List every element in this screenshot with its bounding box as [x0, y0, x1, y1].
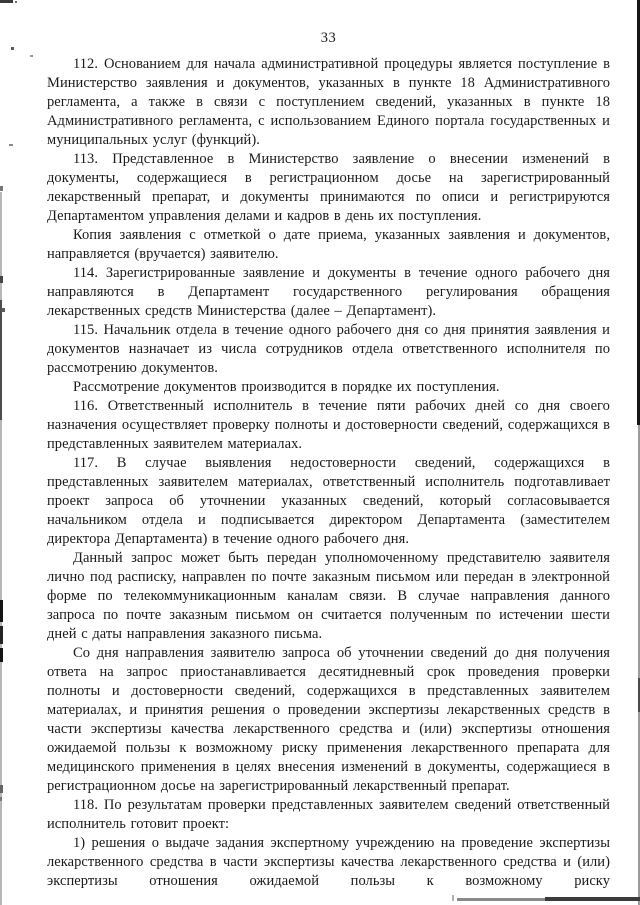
scan-tick-bottom [452, 895, 454, 901]
paragraph-117-suspension: Со дня направления заявителю запроса об уточнении сведений до дня получения ответа на запрос приостанавливается десятидневный срок проведения проверки полноты и достоверности сведений, содержащихся в представленных заявителем материалах, и принятия решения о проведении экспертизы лекарственных средств в части экспертизы качества лекарственного средства и (или) экспертизы отношения ожидаемой пользы к возможному риску применения лекарственного препарата для медицинского применения в целях внесения изменений в документы, содержащиеся в регистрационном досье на зарегистрированный лекарственный препарат. [47, 645, 610, 794]
paragraph-116: 116. Ответственный исполнитель в течение пяти рабочих дней со дня своего назначения осуществляет проверку полноты и достоверности сведений, содержащихся в представленных заявителем материалах. [47, 398, 610, 452]
paragraph-115: 115. Начальник отдела в течение одного рабочего дня со дня принятия заявления и документов назначает из числа сотрудников отдела ответственного исполнителя по рассмотрению документов. [47, 322, 610, 376]
paragraph-118: 118. По результатам проверки представленных заявителем сведений ответственный исполнитель готовит проект: [47, 797, 610, 832]
paragraph-118-item-1: 1) решения о выдаче задания экспертному учреждению на проведение экспертизы лекарственного средства в части экспертизы качества лекарственного средства и (или) экспертизы отношения ожидаемой пользы к возможному риску [47, 835, 610, 889]
scan-dark-segment-left [0, 300, 2, 420]
scan-mark-top-left-dot [15, 1, 17, 3]
scan-speck-upper [30, 55, 33, 57]
paragraph-113-copy-note: Копия заявления с отметкой о дате приема, указанных заявления и документов, направляется (вручается) заявителю. [47, 227, 610, 262]
document-body [47, 55, 610, 891]
scan-dash-left-1 [0, 600, 3, 622]
scan-bar-bottom-dark [545, 897, 640, 901]
paragraph-112: 112. Основанием для начала административной процедуры является поступление в Министерство заявления и документов, указанных в пункте 18 Административного регламента, а также в связи с поступлением сведений, указанных в пункте 18 Административного регламента, с использованием Единого портала государственных и муниципальных услуг (функций). [47, 56, 610, 148]
paragraph-113: 113. Представленное в Министерство заявление о внесении изменений в документы, содержащиеся в регистрационном досье на зарегистрированный лекарственный препарат, и документы принимаются по описи и регистрируются Департаментом управления делами и кадров в день их поступления. [47, 151, 610, 224]
scan-mark-left-lower-2 [0, 797, 2, 801]
scan-dash-left-2 [0, 626, 3, 644]
paragraph-114: 114. Зарегистрированные заявление и документы в течение одного рабочего дня направляются в Департамент государственного регулирования обращения лекарственных средств Министерства (далее – Департамент). [47, 265, 610, 319]
paragraph-115-order-note: Рассмотрение документов производится в порядке их поступления. [73, 379, 500, 395]
scan-dash-left-small [1, 308, 5, 312]
page-number: 33 [320, 30, 337, 46]
scan-mark-left-lower-1 [0, 785, 3, 793]
scan-bar-bottom-gray [457, 898, 545, 902]
scan-tick-left-edge [0, 186, 3, 191]
paragraph-117: 117. В случае выявления недостоверности сведений, содержащихся в представленных заявителем материалах, ответственный исполнитель подготавливает проект запроса об уточнении указанных сведений, который согласовывается начальником отдела и подписывается директором Департамента (заместителем директора Департамента) в течение одного рабочего дня. [47, 455, 610, 547]
scan-dot-left-upper [11, 47, 14, 50]
scan-dash-left-3 [0, 648, 3, 662]
scan-line-left-edge [0, 192, 2, 905]
scan-dot-left-edge [0, 276, 3, 283]
scan-gray-line-right-edge [638, 425, 640, 905]
scan-mark-top-left-bar [0, 0, 13, 3]
scan-speck-left [9, 144, 13, 146]
paragraph-117-request-delivery: Данный запрос может быть передан уполномоченному представителю заявителя лично под расписку, направлен по почте заказным письмом или передан в электронной форме по телекоммуникационным каналам связи. В случае направления данного запроса по почте заказным письмом он считается полученным по истечении шести дней с даты направления заказного письма. [47, 550, 610, 642]
